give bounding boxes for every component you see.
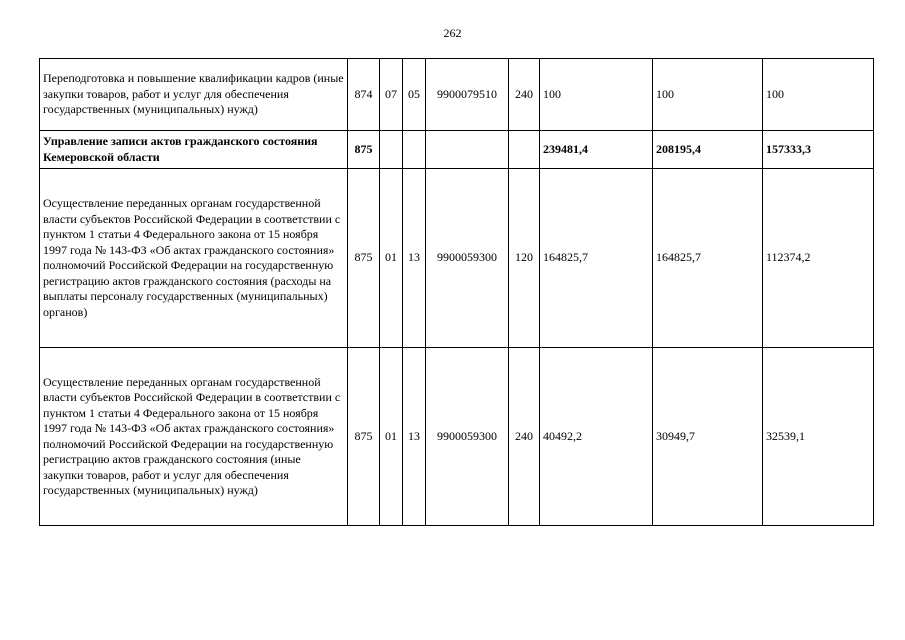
section-code <box>380 131 403 169</box>
amount-year-2: 30949,7 <box>653 348 763 526</box>
row-name: Осуществление переданных органам государственной власти субъектов Российской Федерации в соответствии с пунктом 1 статьи 4 Федерального закона от 15 ноября 1997 года № 143-ФЗ «Об актах гражданского состояния» полномочий Российской Федерации на государственную регистрацию актов гражданского состояния (расходы на выплаты персоналу государственных (муниципальных) органов) <box>40 169 348 348</box>
amount-year-2: 164825,7 <box>653 169 763 348</box>
amount-year-1: 40492,2 <box>540 348 653 526</box>
target-code: 9900079510 <box>426 59 509 131</box>
page-number: 262 <box>443 26 462 40</box>
ministry-code: 875 <box>348 131 380 169</box>
amount-year-3: 157333,3 <box>763 131 874 169</box>
table-row <box>40 169 874 348</box>
expense-type-code: 240 <box>509 348 540 526</box>
target-code <box>426 131 509 169</box>
expense-type-code <box>509 131 540 169</box>
target-code: 9900059300 <box>426 348 509 526</box>
expense-type-code: 240 <box>509 59 540 131</box>
subsection-code: 05 <box>403 59 426 131</box>
amount-year-2: 100 <box>653 59 763 131</box>
expense-type-code: 120 <box>509 169 540 348</box>
row-name: Управление записи актов гражданского состояния Кемеровской области <box>40 131 348 169</box>
amount-year-1: 164825,7 <box>540 169 653 348</box>
table-row <box>40 348 874 526</box>
target-code: 9900059300 <box>426 169 509 348</box>
ministry-code: 875 <box>348 348 380 526</box>
amount-year-3: 112374,2 <box>763 169 874 348</box>
section-code: 07 <box>380 59 403 131</box>
amount-year-3: 100 <box>763 59 874 131</box>
budget-table <box>39 58 874 526</box>
row-name: Осуществление переданных органам государственной власти субъектов Российской Федерации в соответствии с пунктом 1 статьи 4 Федерального закона от 15 ноября 1997 года № 143-ФЗ «Об актах гражданского состояния» полномочий Российской Федерации на государственную регистрацию актов гражданского состояния (иные закупки товаров, работ и услуг для обеспечения государственных (муниципальных) нужд) <box>40 348 348 526</box>
amount-year-1: 239481,4 <box>540 131 653 169</box>
row-name: Переподготовка и повышение квалификации кадров (иные закупки товаров, работ и услуг для обеспечения государственных (муниципальных) нужд) <box>40 59 348 131</box>
section-code: 01 <box>380 169 403 348</box>
subsection-code: 13 <box>403 169 426 348</box>
table-row <box>40 131 874 169</box>
subsection-code: 13 <box>403 348 426 526</box>
subsection-code <box>403 131 426 169</box>
amount-year-2: 208195,4 <box>653 131 763 169</box>
ministry-code: 875 <box>348 169 380 348</box>
ministry-code: 874 <box>348 59 380 131</box>
section-code: 01 <box>380 348 403 526</box>
amount-year-1: 100 <box>540 59 653 131</box>
table-row <box>40 59 874 131</box>
amount-year-3: 32539,1 <box>763 348 874 526</box>
